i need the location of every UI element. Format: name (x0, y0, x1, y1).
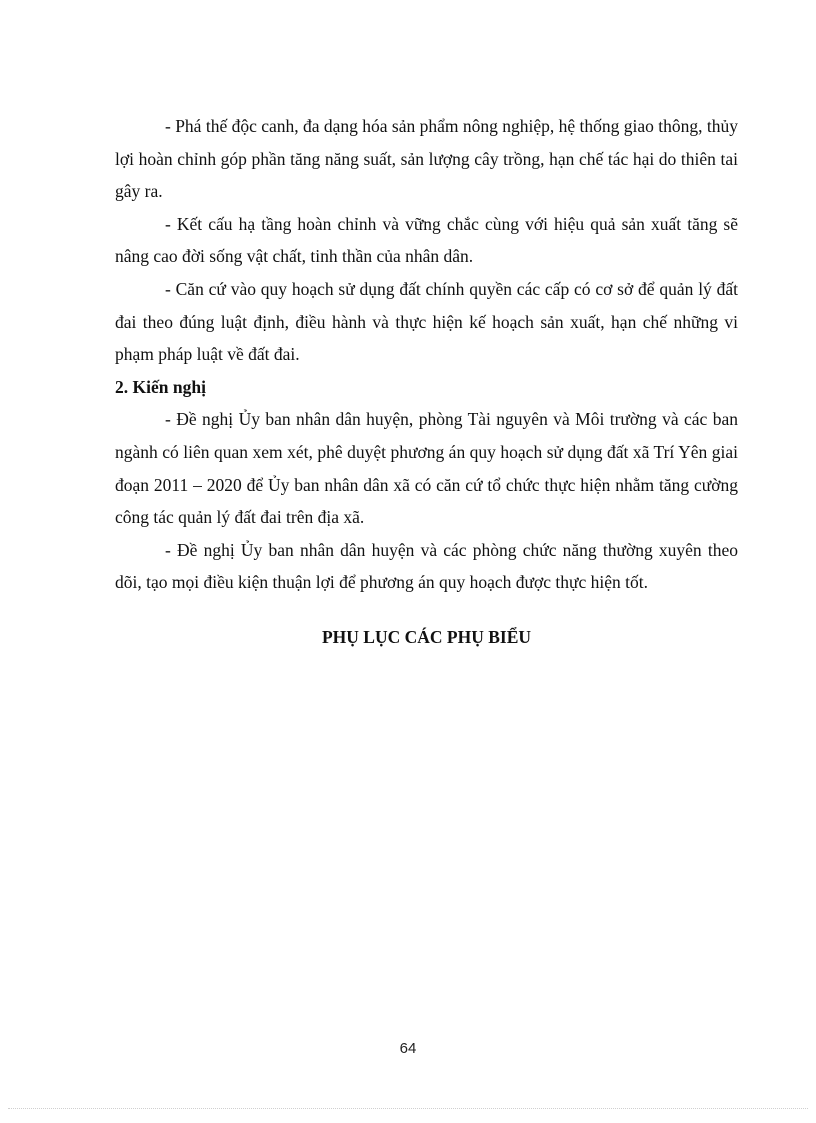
conclusion-paragraph-3: - Căn cứ vào quy hoạch sử dụng đất chính quyền các cấp có cơ sở để quản lý đất đai theo đúng luật định, điều hành và thực hiện kế hoạch sản xuất, hạn chế những vi phạm pháp luật về đất đai. (115, 278, 738, 365)
appendix-title: PHỤ LỤC CÁC PHỤ BIỂU (321, 626, 532, 647)
page-bottom-divider (8, 1108, 808, 1109)
recommendation-paragraph-1: - Đề nghị Ủy ban nhân dân huyện, phòng Tài nguyên và Môi trường và các ban ngành có liên quan xem xét, phê duyệt phương án quy hoạch sử dụng đất xã Trí Yên giai đoạn 2011 – 2020 để Ủy ban nhân dân xã có căn cứ tổ chức thực hiện nhằm tăng cường công tác quản lý đất đai trên địa xã. (115, 409, 738, 528)
conclusion-paragraph-2: - Kết cấu hạ tầng hoàn chỉnh và vững chắc cùng với hiệu quả sản xuất tăng sẽ nâng cao đời sống vật chất, tinh thần của nhân dân. (115, 213, 738, 267)
page-number: 64 (399, 1040, 417, 1057)
conclusion-paragraph-1: - Phá thế độc canh, đa dạng hóa sản phẩm nông nghiệp, hệ thống giao thông, thủy lợi hoàn chỉnh góp phần tăng năng suất, sản lượng cây trồng, hạn chế tác hại do thiên tai gây ra. (115, 116, 739, 202)
section-heading: 2. Kiến nghị (115, 376, 206, 397)
page-body (115, 110, 738, 654)
recommendation-paragraph-2: - Đề nghị Ủy ban nhân dân huyện và các phòng chức năng thường xuyên theo dõi, tạo mọi điều kiện thuận lợi để phương án quy hoạch được thực hiện tốt. (115, 539, 738, 593)
